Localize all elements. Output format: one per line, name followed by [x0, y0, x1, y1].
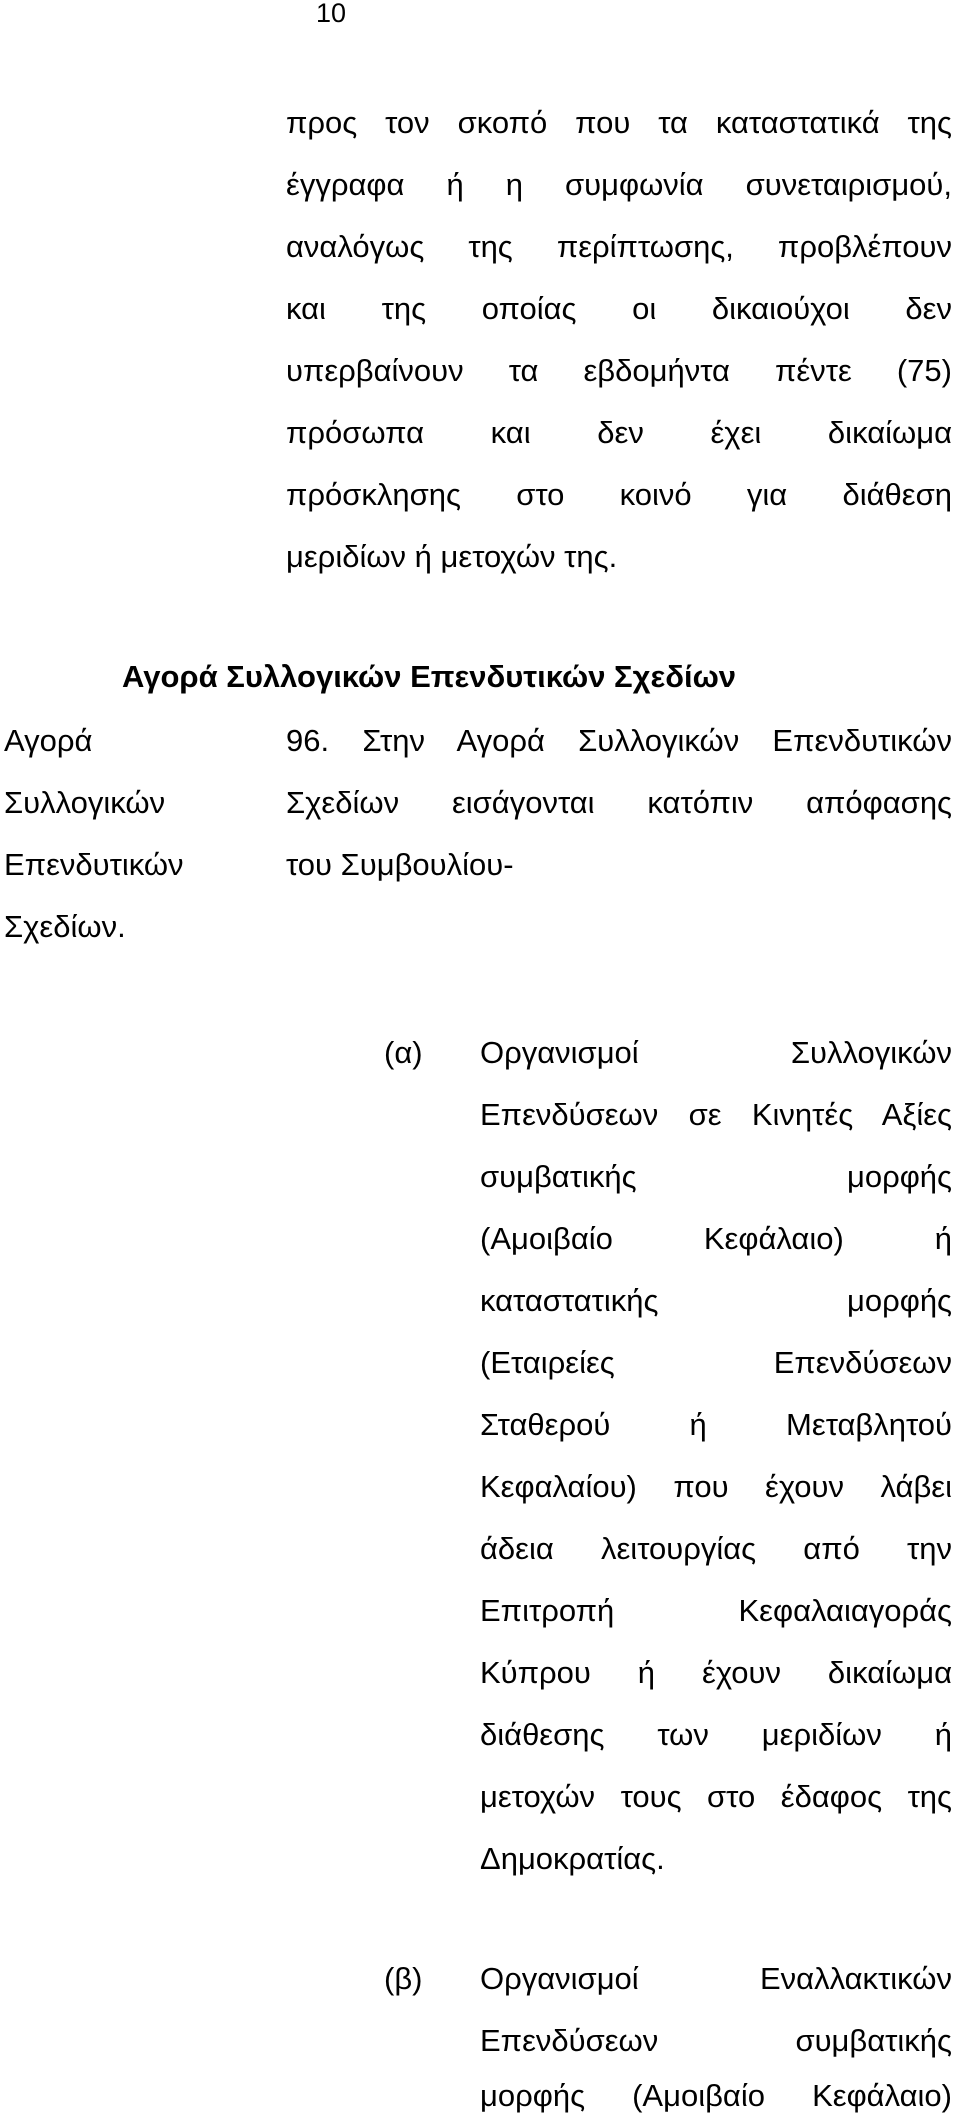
item-line: Οργανισμοί Συλλογικών: [480, 1035, 952, 1070]
intro-line: προς τον σκοπό που τα καταστατικά της: [286, 105, 952, 140]
item-line: Επενδύσεων σε Κινητές Αξίες: [480, 1097, 952, 1132]
side-note-line: Επενδυτικών: [4, 847, 184, 882]
item-line: Οργανισμοί Εναλλακτικών: [480, 1961, 952, 1996]
intro-line: πρόσκλησης στο κοινό για διάθεση: [286, 477, 952, 512]
item-line: (Αμοιβαίο Κεφάλαιο) ή: [480, 1221, 952, 1256]
intro-line: και της οποίας οι δικαιούχοι δεν: [286, 291, 952, 326]
intro-line: πρόσωπα και δεν έχει δικαίωμα: [286, 415, 952, 450]
intro-line: αναλόγως της περίπτωσης, προβλέπουν: [286, 229, 952, 264]
item-marker: (α): [384, 1035, 423, 1070]
side-note-line: Συλλογικών: [4, 785, 166, 820]
item-line: Επιτροπή Κεφαλαιαγοράς: [480, 1593, 952, 1628]
intro-line-last: μεριδίων ή μετοχών της.: [286, 539, 618, 574]
item-line: μετοχών τους στο έδαφος της: [480, 1779, 952, 1814]
item-line: διάθεσης των μεριδίων ή: [480, 1717, 952, 1752]
item-line: Κύπρου ή έχουν δικαίωμα: [480, 1655, 952, 1690]
item-line: Σταθερού ή Μεταβλητού: [480, 1407, 952, 1442]
item-line: καταστατικής μορφής: [480, 1283, 952, 1318]
item-line: συμβατικής μορφής: [480, 1159, 952, 1194]
item-line: άδεια λειτουργίας από την: [480, 1531, 952, 1566]
item-line: Επενδύσεων συμβατικής: [480, 2023, 952, 2058]
page-number: 10: [316, 0, 347, 28]
side-note-line: Αγορά: [4, 723, 93, 758]
intro-line: υπερβαίνουν τα εβδομήντα πέντε (75): [286, 353, 952, 388]
paragraph-96-line: 96. Στην Αγορά Συλλογικών Επενδυτικών: [286, 723, 952, 758]
item-line: Κεφαλαίου) που έχουν λάβει: [480, 1469, 952, 1504]
side-note-line: Σχεδίων.: [4, 909, 126, 944]
section-heading: Αγορά Συλλογικών Επενδυτικών Σχεδίων: [122, 659, 737, 694]
paragraph-96-line-last: του Συμβουλίου-: [286, 847, 514, 882]
item-line: (Εταιρείες Επενδύσεων: [480, 1345, 952, 1380]
item-marker: (β): [384, 1961, 423, 1996]
item-line: μορφής (Αμοιβαίο Κεφάλαιο): [480, 2078, 952, 2113]
item-line-last: Δημοκρατίας.: [480, 1841, 665, 1876]
intro-line: έγγραφα ή η συμφωνία συνεταιρισμού,: [286, 167, 952, 202]
paragraph-96-line: Σχεδίων εισάγονται κατόπιν απόφασης: [286, 785, 952, 820]
